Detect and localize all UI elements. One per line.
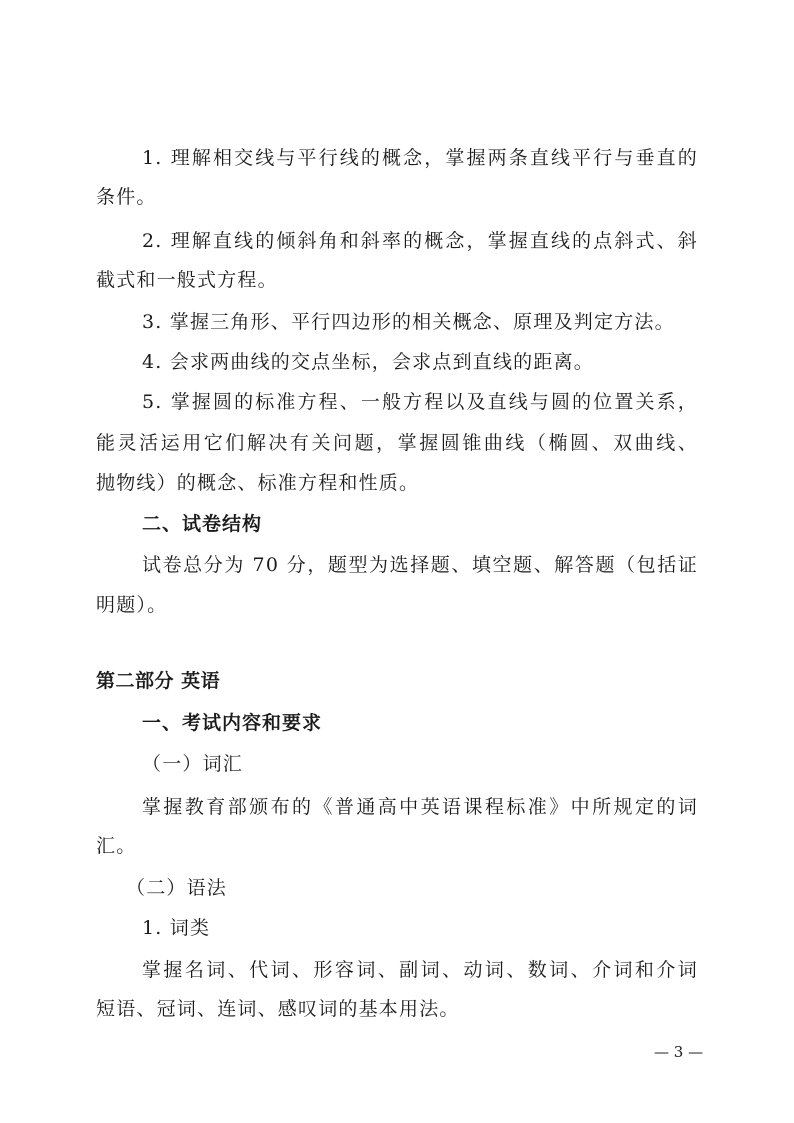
grammar-heading: （二）语法 <box>126 877 228 899</box>
exam-structure-heading: 二、试卷结构 <box>142 513 263 535</box>
word-class-heading: 1. 词类 <box>142 917 211 939</box>
part-two-title: 第二部分 英语 <box>96 670 221 692</box>
math-item-4: 4. 会求两曲线的交点坐标，会求点到直线的距离。 <box>142 351 594 373</box>
page-number: — 3 — <box>654 1043 704 1061</box>
exam-content-heading: 一、考试内容和要求 <box>142 712 323 734</box>
math-item-2-line-1: 2. 理解直线的倾斜角和斜率的概念，掌握直线的点斜式、斜 <box>142 230 698 252</box>
vocabulary-line-1: 掌握教育部颁布的《普通高中英语课程标准》中所规定的词 <box>142 796 698 818</box>
math-item-5-line-3: 抛物线）的概念、标准方程和性质。 <box>96 472 420 494</box>
math-item-1-line-1: 1. 理解相交线与平行线的概念，掌握两条直线平行与垂直的 <box>142 147 698 169</box>
math-item-5-line-1: 5. 掌握圆的标准方程、一般方程以及直线与圆的位置关系， <box>142 391 698 413</box>
math-item-2-line-2: 截式和一般式方程。 <box>96 269 278 291</box>
math-item-3: 3. 掌握三角形、平行四边形的相关概念、原理及判定方法。 <box>142 311 675 333</box>
word-class-line-1: 掌握名词、代词、形容词、副词、动词、数词、介词和介词 <box>142 959 698 981</box>
word-class-line-2: 短语、冠词、连词、感叹词的基本用法。 <box>96 998 460 1020</box>
math-item-1-line-2: 条件。 <box>96 186 157 208</box>
exam-structure-line-2: 明题）。 <box>96 594 168 616</box>
exam-structure-line-1: 试卷总分为 70 分，题型为选择题、填空题、解答题（包括证 <box>142 554 698 576</box>
vocabulary-line-2: 汇。 <box>96 835 137 857</box>
math-item-5-line-2: 能灵活运用它们解决有关问题，掌握圆锥曲线（椭圆、双曲线、 <box>96 432 698 454</box>
vocabulary-heading: （一）词汇 <box>142 753 244 775</box>
